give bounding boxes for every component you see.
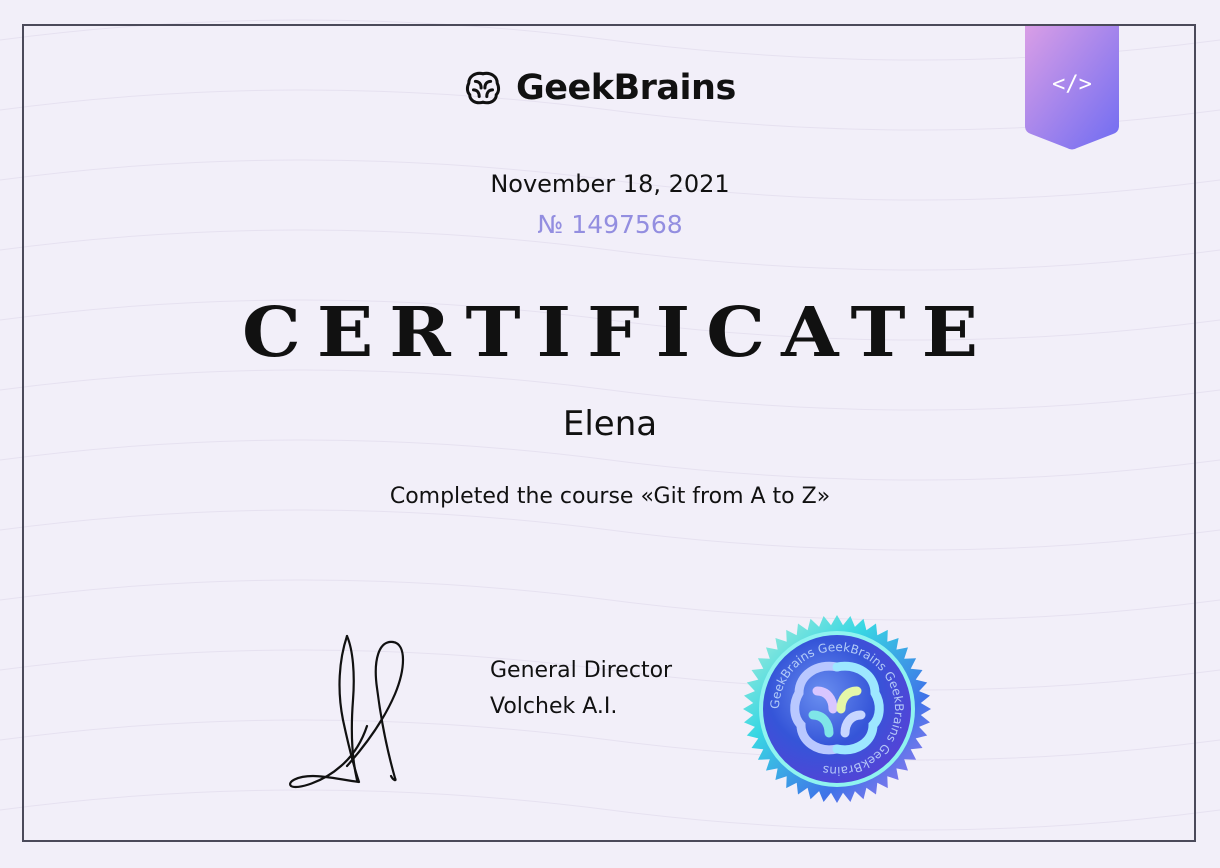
code-icon: </>: [1052, 72, 1092, 97]
certificate-title: CERTIFICATE: [241, 293, 995, 373]
brain-icon: [464, 69, 502, 107]
signatory-block: [490, 653, 672, 725]
hologram-seal: [742, 614, 932, 804]
signature: [283, 630, 413, 790]
certificate-number: № 1497568: [537, 210, 683, 239]
brand-name: GeekBrains: [516, 68, 736, 108]
course-completion-line: Completed the course «Git from A to Z»: [389, 484, 831, 509]
recipient-name: Elena: [562, 404, 658, 444]
signatory-name: Volchek A.I.: [490, 694, 618, 719]
seal-text: GeekBrains GeekBrains GeekBrains GeekBrains: [767, 639, 907, 779]
issue-date: November 18, 2021: [490, 170, 730, 198]
brand-logo: [464, 68, 736, 108]
signatory-role: General Director: [490, 658, 673, 683]
